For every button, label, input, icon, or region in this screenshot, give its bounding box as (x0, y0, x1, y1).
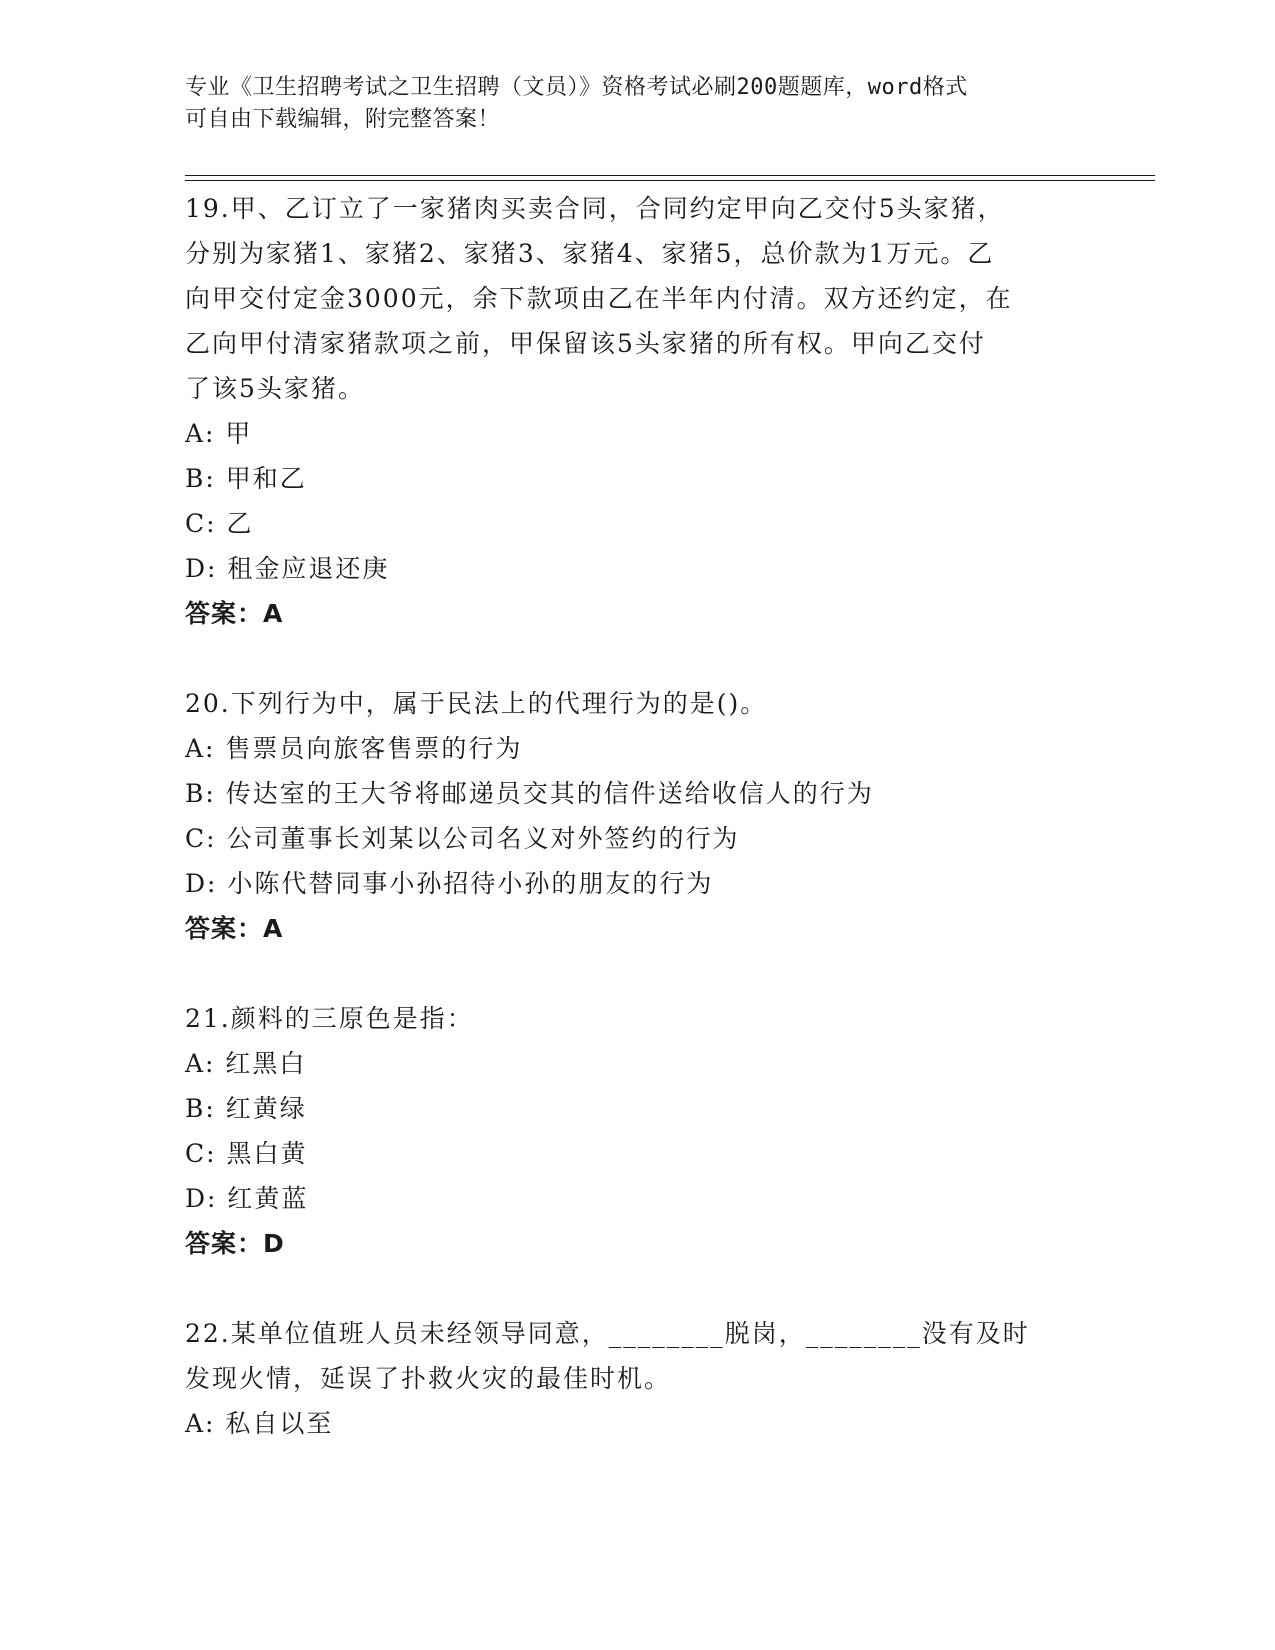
option-a: A: 售票员向旅客售票的行为 (185, 734, 523, 763)
option-c: C: 黑白黄 (185, 1139, 308, 1168)
option-c: C: 乙 (185, 509, 254, 538)
option-d: D: 小陈代替同事小孙招待小孙的朋友的行为 (185, 869, 714, 898)
document-header (185, 72, 1085, 136)
question-20 (185, 681, 1085, 951)
option-d: D: 租金应退还庚 (185, 554, 390, 583)
option-b: B: 红黄绿 (185, 1094, 307, 1123)
header-line-2: 可自由下载编辑，附完整答案！ (185, 107, 501, 132)
option-c: C: 公司董事长刘某以公司名义对外签约的行为 (185, 824, 740, 853)
question-text-line: 向甲交付定金3000元，余下款项由乙在半年内付清。双方还约定，在 (185, 284, 1013, 313)
question-text-line: 22.某单位值班人员未经领导同意，________脱岗，________没有及时 (185, 1319, 1030, 1348)
question-text-line: 21.颜料的三原色是指： (185, 1004, 474, 1033)
question-text-line: 了该5头家猪。 (185, 374, 365, 403)
header-line-1: 专业《卫生招聘考试之卫生招聘（文员）》资格考试必刷200题题库，word格式 (185, 75, 968, 100)
question-text-line: 19.甲、乙订立了一家猪肉买卖合同，合同约定甲向乙交付5头家猪， (185, 194, 1005, 223)
option-a: A: 甲 (185, 419, 253, 448)
answer-line: 答案：D (185, 1229, 285, 1258)
option-a: A: 私自以至 (185, 1409, 334, 1438)
question-spacer (185, 636, 1085, 681)
question-19 (185, 186, 1085, 636)
question-spacer (185, 1266, 1085, 1311)
question-text-line: 分别为家猪1、家猪2、家猪3、家猪4、家猪5，总价款为1万元。乙 (185, 239, 995, 268)
question-text-line: 20.下列行为中，属于民法上的代理行为的是()。 (185, 689, 768, 718)
answer-line: 答案：A (185, 599, 284, 628)
answer-line: 答案：A (185, 914, 284, 943)
header-divider-bottom (185, 180, 1155, 181)
header-divider-top (185, 175, 1155, 176)
question-list (185, 186, 1085, 1446)
option-a: A: 红黑白 (185, 1049, 307, 1078)
question-21 (185, 996, 1085, 1266)
option-d: D: 红黄蓝 (185, 1184, 309, 1213)
option-b: B: 传达室的王大爷将邮递员交其的信件送给收信人的行为 (185, 779, 874, 808)
question-text-line: 乙向甲付清家猪款项之前，甲保留该5头家猪的所有权。甲向乙交付 (185, 329, 986, 358)
option-b: B: 甲和乙 (185, 464, 307, 493)
question-22 (185, 1311, 1085, 1446)
question-text-line: 发现火情，延误了扑救火灾的最佳时机。 (185, 1364, 672, 1393)
question-spacer (185, 951, 1085, 996)
